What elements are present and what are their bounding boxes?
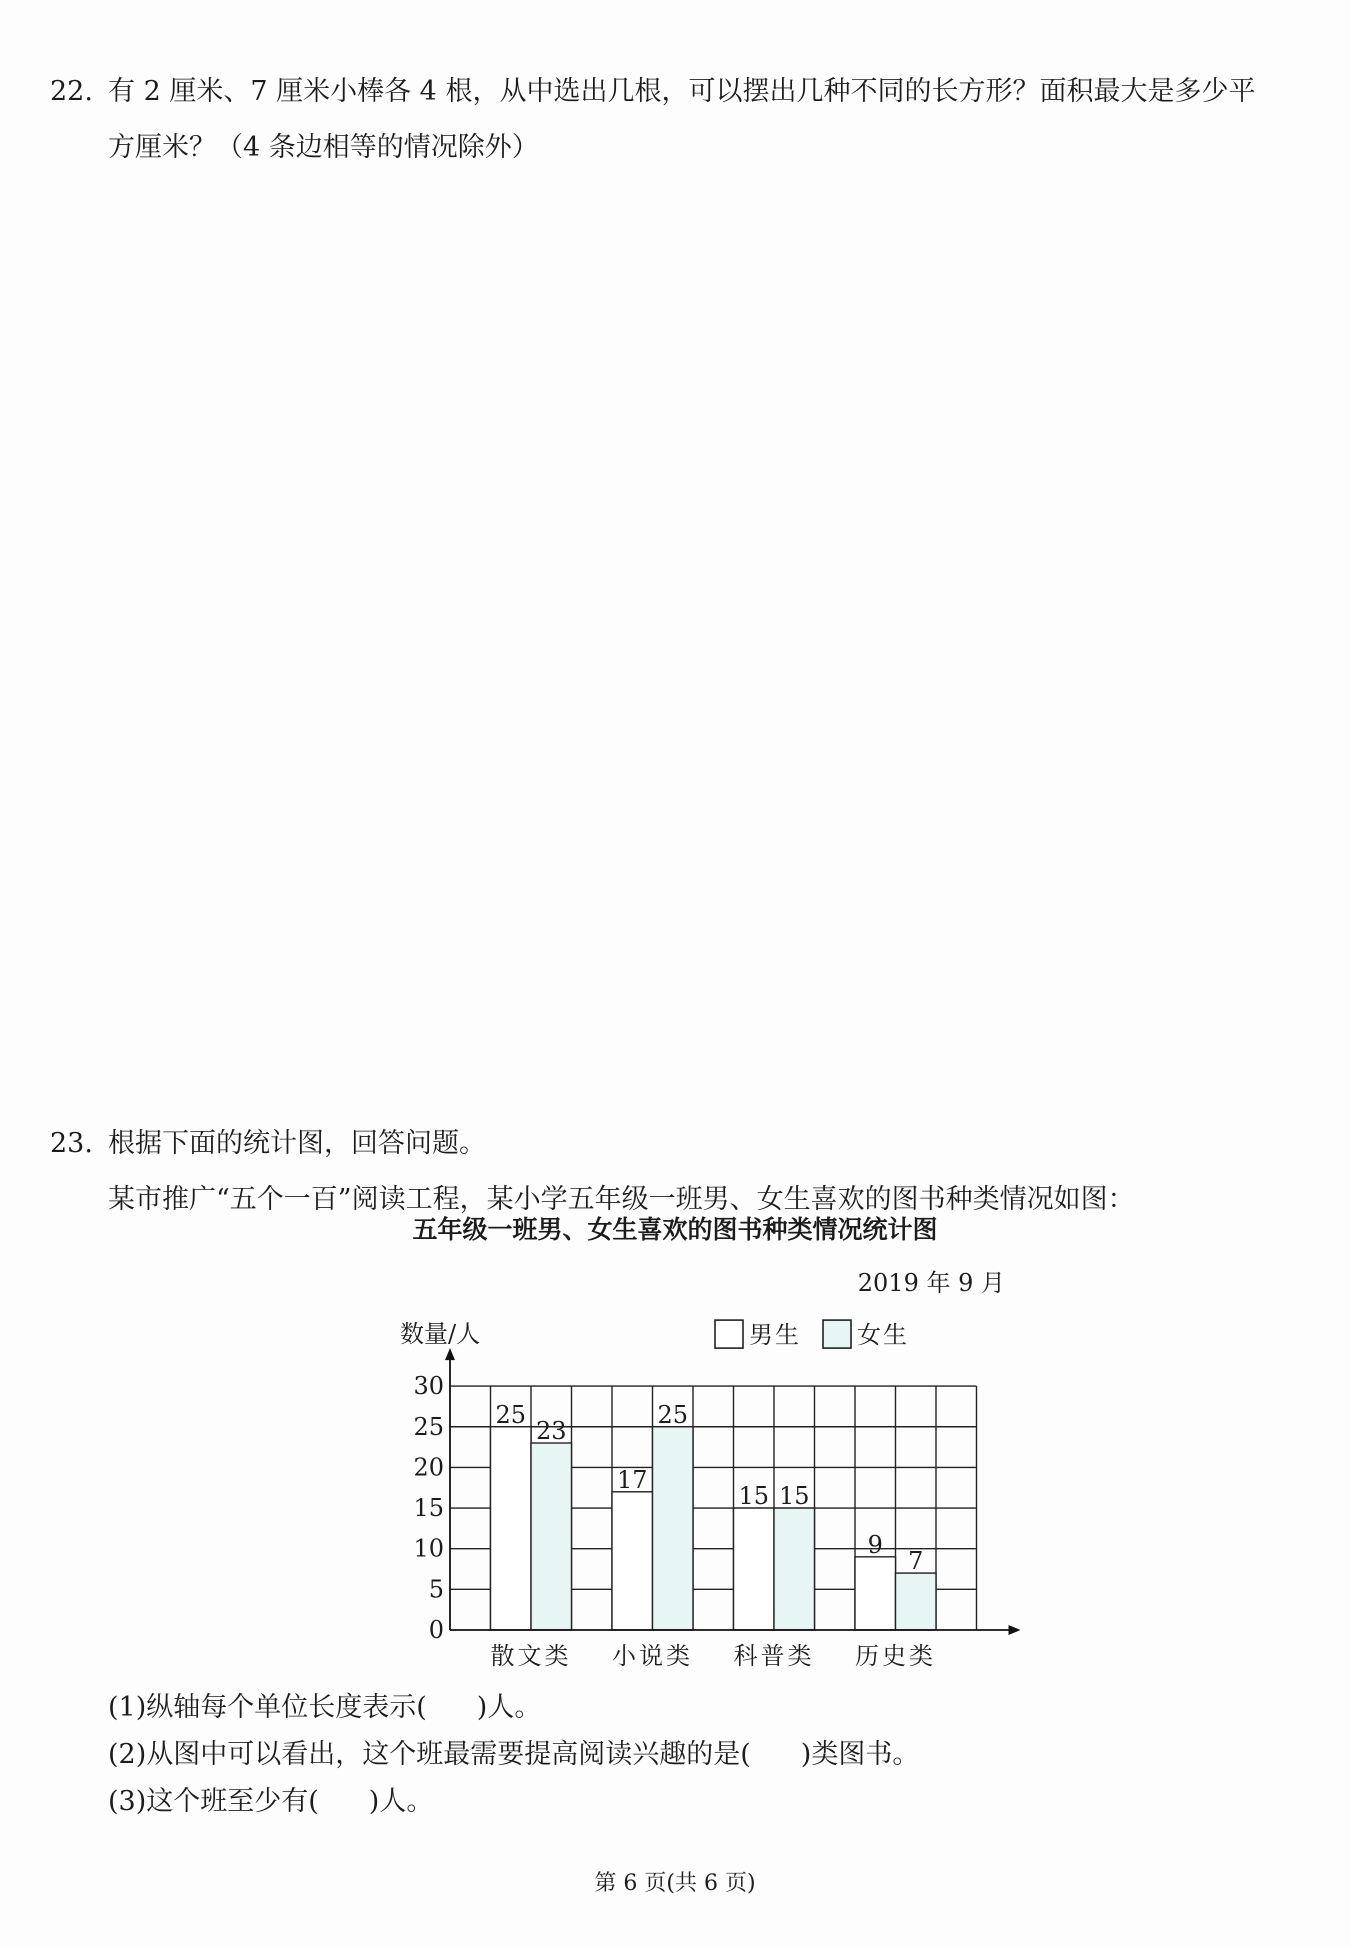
bar-boys [734,1508,775,1630]
question-number: 22. [50,76,93,107]
bar-girls [531,1443,572,1630]
bar-boys [612,1492,653,1630]
bar-boys [491,1427,532,1630]
question-text-line1: 有 2 厘米、7 厘米小棒各 4 根，从中选出几根，可以摆出几种不同的长方形？面积最大是多少平 [108,76,1256,107]
x-tick-label: 小说类 [612,1642,693,1670]
bar-girls [896,1573,937,1630]
subquestion-1-text-b: )人。 [476,1692,542,1723]
question-text-line2: 方厘米？（4 条边相等的情况除外） [108,132,539,163]
subquestion-2 [108,1735,919,1775]
x-axis-arrow [1009,1625,1021,1635]
bar-chart-svg [380,1300,1040,1670]
bar-girls [774,1508,815,1630]
data-label: 23 [535,1417,567,1446]
y-tick-label: 30 [413,1372,444,1401]
question-22 [50,64,1255,176]
subquestion-3-text-a: (3)这个班至少有( [108,1786,319,1817]
data-label: 7 [908,1547,924,1576]
subquestion-2-text-a: (2)从图中可以看出，这个班最需要提高阅读兴趣的是( [108,1739,751,1770]
chart-date: 2019 年 9 月 [857,1269,1005,1297]
x-tick-label: 科普类 [733,1642,815,1670]
y-tick-label: 10 [413,1534,444,1563]
question-text-line1: 根据下面的统计图，回答问题。 [108,1128,486,1159]
x-tick-label: 散文类 [490,1642,572,1670]
chart-title: 五年级一班男、女生喜欢的图书种类情况统计图 [412,1215,938,1244]
subquestion-1 [108,1688,541,1728]
legend-swatch-boys [715,1320,743,1348]
subquestion-3-text-b: )人。 [368,1786,434,1817]
question-number: 23. [50,1128,93,1159]
subquestion-1-text-a: (1)纵轴每个单位长度表示( [108,1692,427,1723]
data-label: 17 [616,1465,648,1494]
page-footer: 第 6 页(共 6 页) [594,1871,756,1896]
legend-label: 男生 [749,1321,801,1350]
legend-label: 女生 [857,1321,909,1350]
y-tick-label: 15 [413,1494,444,1523]
y-tick-label: 5 [428,1575,444,1604]
data-label: 15 [738,1482,770,1511]
y-axis-arrow [445,1348,455,1360]
x-tick-label: 历史类 [855,1642,936,1670]
data-label: 25 [495,1400,527,1429]
legend-swatch-girls [823,1320,851,1348]
data-label: 25 [657,1400,689,1429]
y-axis-label: 数量/人 [400,1320,481,1349]
bar-girls [653,1427,694,1630]
bar-chart [380,1300,1040,1670]
y-tick-label: 25 [413,1412,444,1441]
subquestion-3 [108,1782,433,1822]
bar-boys [855,1557,896,1630]
subquestion-2-text-b: )类图书。 [800,1739,920,1770]
data-label: 9 [867,1530,883,1559]
y-tick-label: 20 [413,1453,444,1482]
y-tick-label: 0 [428,1616,444,1644]
data-label: 15 [778,1482,810,1511]
question-text-line2: 某市推广“五个一百”阅读工程，某小学五年级一班男、女生喜欢的图书种类情况如图： [108,1184,1135,1215]
